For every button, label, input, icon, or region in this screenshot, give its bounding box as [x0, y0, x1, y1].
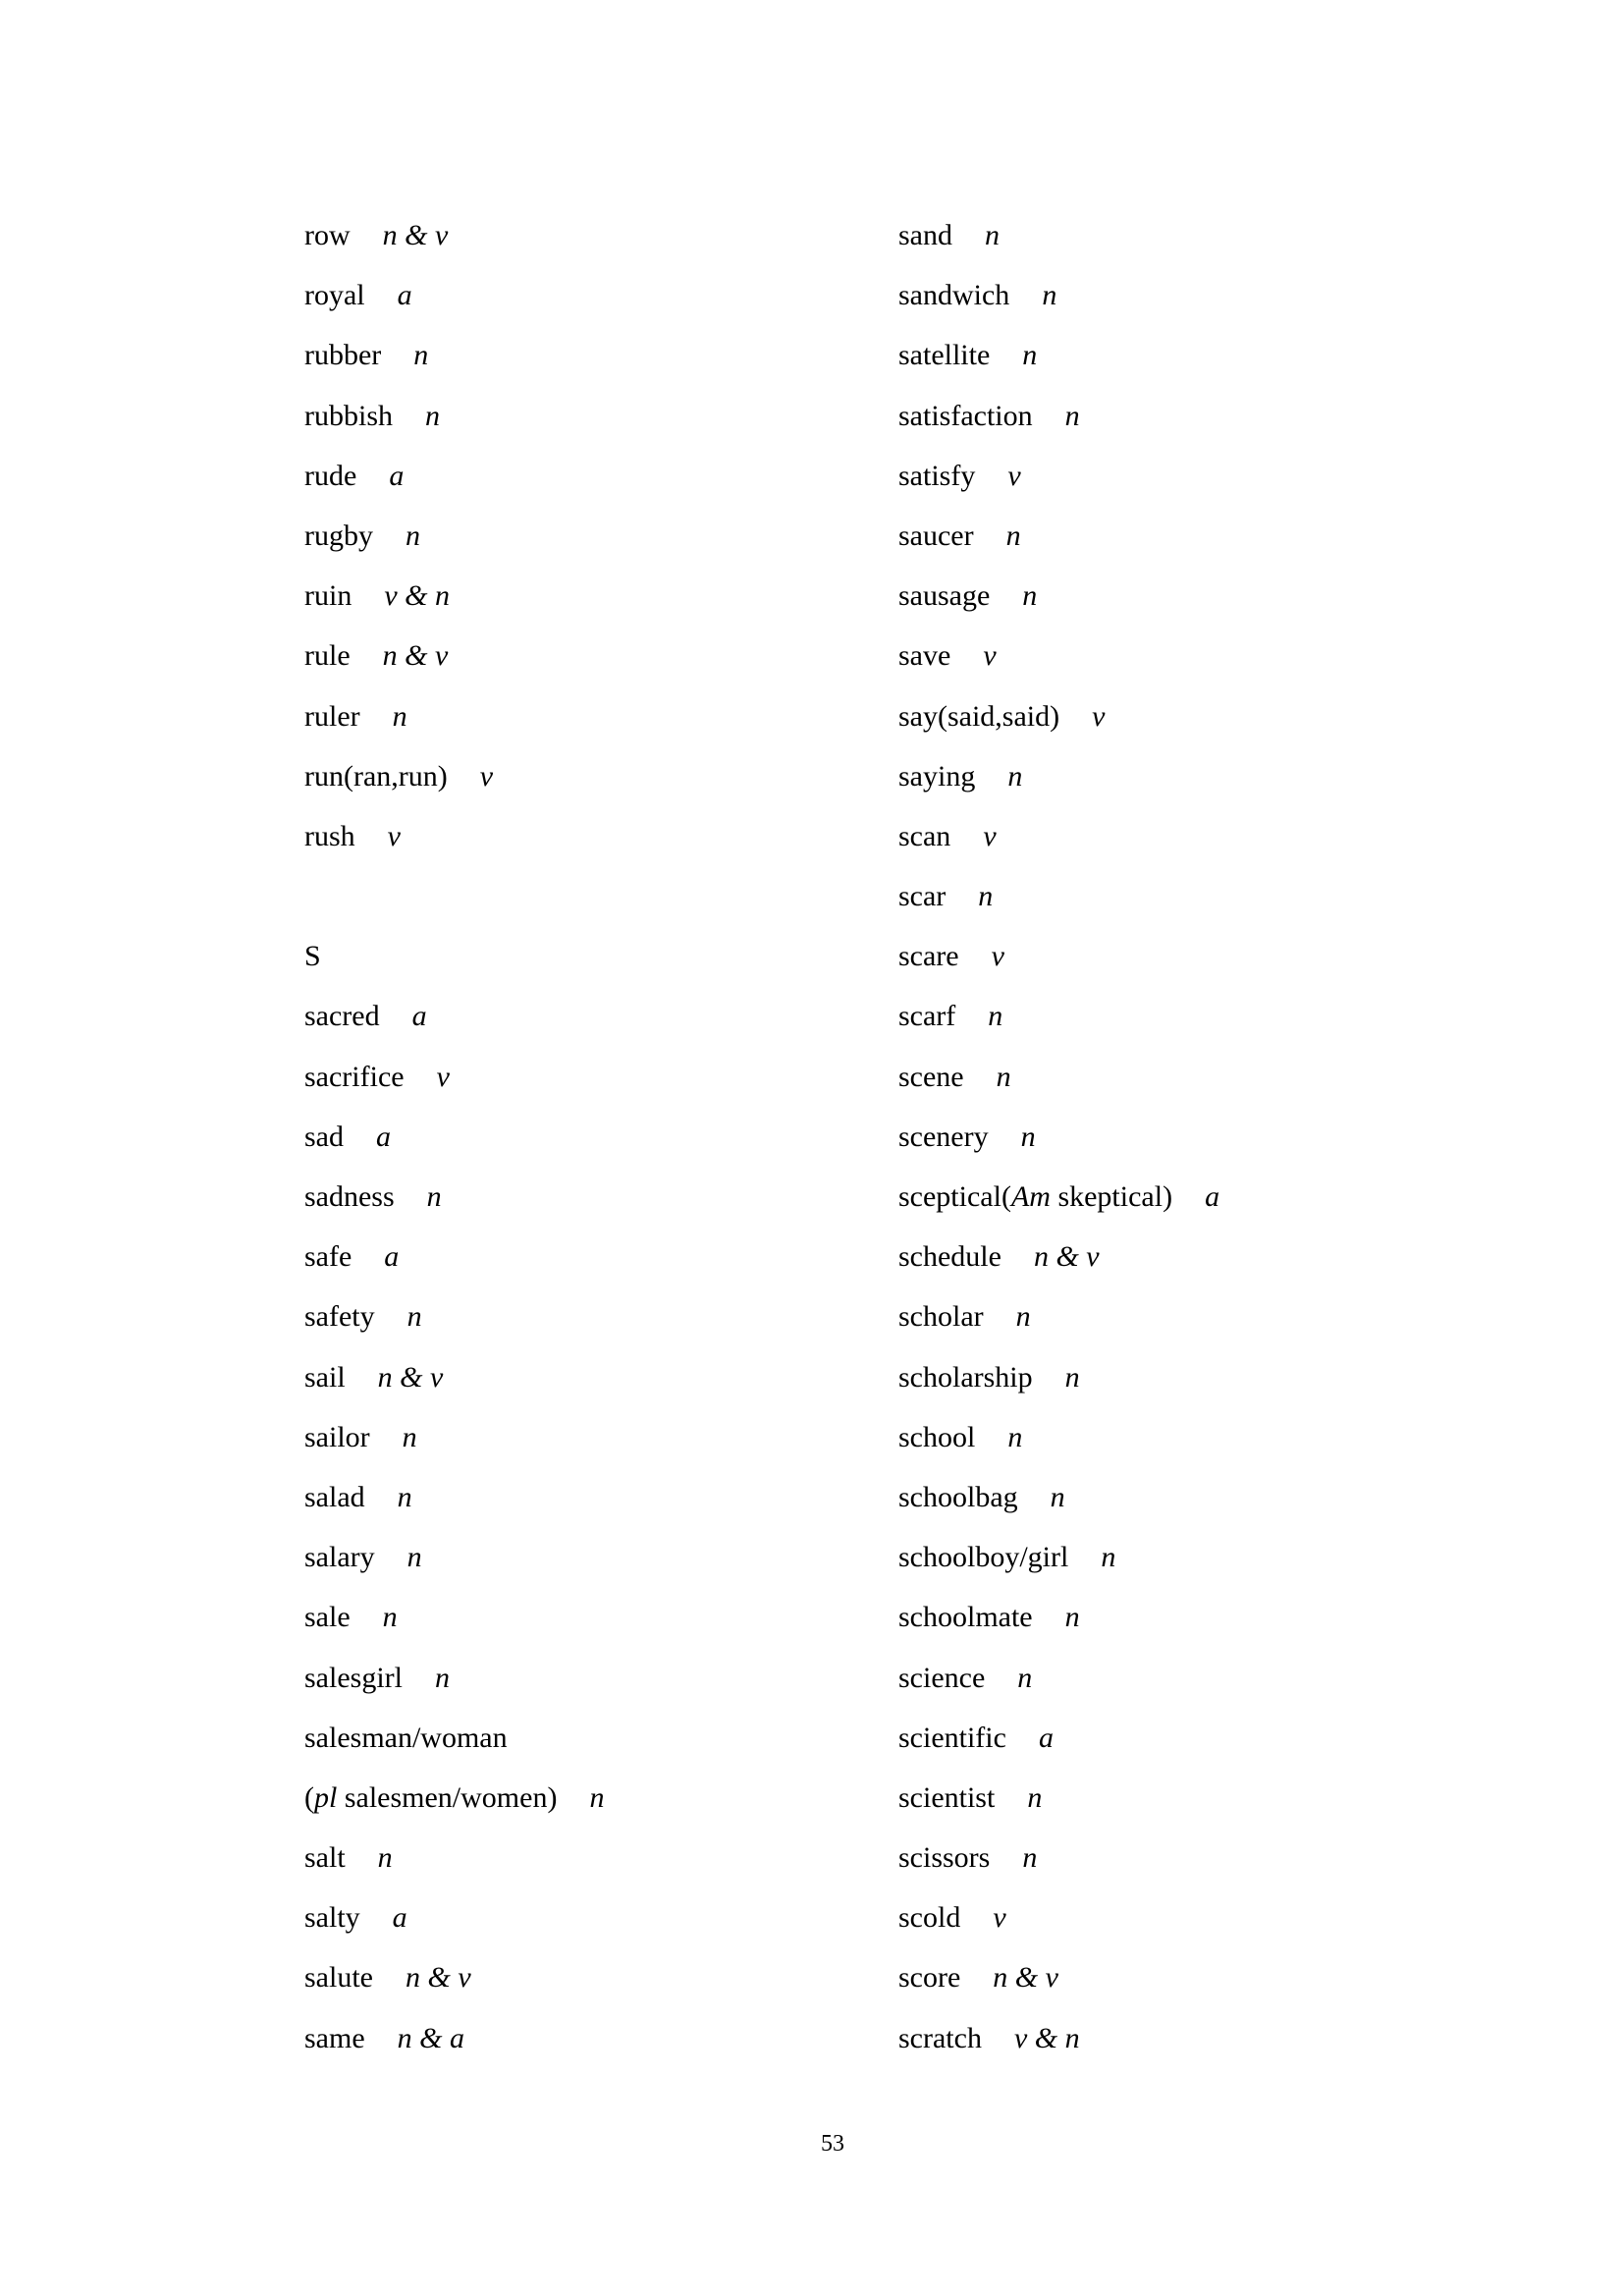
pos-tag: n	[1042, 279, 1057, 312]
word-text: rugby	[304, 519, 373, 552]
word-text: safety	[304, 1300, 375, 1334]
pos-tag: n	[392, 699, 407, 733]
word-entry	[304, 746, 604, 806]
pos-tag: n & a	[397, 2021, 464, 2054]
word-text: sand	[898, 219, 952, 251]
pos-tag: n	[985, 219, 1000, 251]
word-entry	[304, 1648, 604, 1708]
pos-tag: n & v	[1033, 1240, 1100, 1274]
word-entry	[898, 1947, 1219, 2007]
pos-tag: a	[411, 1000, 427, 1033]
pos-tag: n	[988, 1000, 1003, 1033]
word-text: scholar	[898, 1300, 984, 1334]
word-entry	[898, 1587, 1219, 1647]
word-entry	[304, 1828, 604, 1887]
word-entry	[898, 1286, 1219, 1346]
word-entry	[898, 386, 1219, 446]
pos-tag: v	[1007, 459, 1021, 492]
word-text: satellite	[898, 339, 991, 372]
word-entry	[898, 1167, 1219, 1227]
pos-tag: n & v	[377, 1360, 444, 1394]
word-text: save	[898, 639, 951, 673]
pos-tag: n & v	[405, 1961, 471, 1995]
word-entry	[898, 686, 1219, 746]
right-column	[898, 205, 1219, 2068]
pos-tag: n	[1015, 1300, 1031, 1334]
word-entry	[898, 1467, 1219, 1527]
word-text: sad	[304, 1120, 344, 1153]
word-text: scientist	[898, 1780, 996, 1814]
pos-tag: n	[397, 1480, 412, 1513]
word-text: ruin	[304, 579, 352, 613]
word-text: rude	[304, 459, 357, 492]
pos-tag: a	[392, 1901, 407, 1935]
word-entry	[898, 1047, 1219, 1107]
word-text: schoolbag	[898, 1480, 1018, 1513]
word-entry	[898, 506, 1219, 566]
word-entry	[898, 265, 1219, 325]
pos-tag: n	[1022, 579, 1038, 613]
word-text: scissors	[898, 1841, 991, 1875]
word-entry	[304, 205, 604, 265]
word-entry	[898, 806, 1219, 866]
pos-tag: n	[996, 1060, 1011, 1093]
word-text: sailor	[304, 1420, 370, 1453]
word-text: scene	[898, 1060, 964, 1093]
word-entry	[898, 1768, 1219, 1828]
pos-tag: n & v	[382, 219, 449, 251]
word-text: sail	[304, 1360, 346, 1394]
word-text: salute	[304, 1961, 373, 1995]
word-entry	[898, 746, 1219, 806]
word-entry	[304, 1227, 604, 1286]
page-number: 53	[821, 2131, 844, 2157]
word-entry	[304, 1407, 604, 1467]
pos-tag: n & v	[382, 639, 449, 673]
pos-tag: n	[377, 1841, 393, 1875]
word-text: salt	[304, 1841, 346, 1875]
blank-line	[304, 866, 604, 926]
word-text: sacrifice	[304, 1060, 405, 1093]
pos-tag: n	[1027, 1780, 1043, 1814]
word-entry	[304, 1167, 604, 1227]
word-entry	[898, 325, 1219, 385]
word-text: row	[304, 219, 351, 251]
word-text: scientific	[898, 1721, 1006, 1754]
word-text: royal	[304, 279, 365, 312]
pos-tag: n	[406, 1300, 422, 1334]
pos-tag: v	[993, 1901, 1006, 1935]
word-text: same	[304, 2021, 365, 2054]
word-text: saying	[898, 759, 976, 793]
word-entry	[304, 626, 604, 685]
word-entry	[304, 986, 604, 1046]
pos-tag: v	[387, 819, 401, 852]
word-entry	[304, 1587, 604, 1647]
word-entry	[304, 2008, 604, 2068]
pos-tag: v & n	[384, 579, 450, 613]
word-entry	[304, 1947, 604, 2007]
word-text: salesman/woman	[304, 1721, 508, 1754]
word-entry	[898, 566, 1219, 626]
pos-tag: n	[1017, 1661, 1033, 1694]
word-entry	[304, 566, 604, 626]
word-entry	[304, 806, 604, 866]
word-entry	[898, 1527, 1219, 1587]
pos-tag: n	[1101, 1541, 1116, 1574]
left-column	[304, 205, 604, 2068]
word-entry	[898, 1828, 1219, 1887]
word-entry	[898, 1107, 1219, 1167]
word-text: scar	[898, 880, 947, 913]
word-text: school	[898, 1420, 976, 1453]
pos-tag: n	[1005, 519, 1021, 552]
word-entry	[304, 506, 604, 566]
pos-tag: n	[1022, 339, 1038, 372]
pos-tag: a	[389, 459, 405, 492]
word-text: score	[898, 1961, 961, 1995]
word-text: schoolboy/girl	[898, 1541, 1069, 1574]
word-text: scholarship	[898, 1360, 1033, 1394]
pos-tag: v	[479, 759, 494, 793]
word-text: scratch	[898, 2021, 982, 2054]
word-entry	[898, 1708, 1219, 1768]
word-entry	[304, 386, 604, 446]
pos-tag: a	[1038, 1721, 1054, 1754]
pos-tag: v	[1092, 699, 1106, 733]
pos-tag: n	[402, 1420, 417, 1453]
word-text: salesgirl	[304, 1661, 403, 1694]
word-entry	[898, 446, 1219, 506]
pos-tag: n	[1007, 759, 1023, 793]
word-entry	[898, 926, 1219, 986]
word-entry	[304, 1286, 604, 1346]
word-entry	[898, 866, 1219, 926]
word-text: ruler	[304, 699, 360, 733]
pos-tag: a	[384, 1240, 400, 1274]
word-text: salty	[304, 1901, 360, 1935]
word-entry	[304, 1347, 604, 1407]
pos-tag: n	[1022, 1841, 1038, 1875]
pos-tag: v	[436, 1060, 450, 1093]
word-entry	[304, 325, 604, 385]
word-entry	[898, 1407, 1219, 1467]
pos-tag: n	[382, 1601, 398, 1634]
word-text: sausage	[898, 579, 991, 613]
pos-tag: n	[406, 1541, 422, 1574]
word-text: rubbish	[304, 399, 393, 432]
section-letter: S	[304, 940, 321, 973]
word-entry	[304, 1527, 604, 1587]
pos-tag: n	[978, 880, 994, 913]
pos-tag: n	[425, 399, 440, 432]
word-text: sale	[304, 1601, 351, 1634]
word-entry	[898, 986, 1219, 1046]
pos-tag: n	[589, 1780, 605, 1814]
word-entry	[898, 1648, 1219, 1708]
word-entry	[304, 686, 604, 746]
word-entry	[304, 1047, 604, 1107]
word-entry	[304, 1708, 604, 1768]
word-entry	[304, 1887, 604, 1947]
pos-tag: a	[397, 279, 412, 312]
word-entry	[898, 1887, 1219, 1947]
word-text: (pl salesmen/women)	[304, 1780, 558, 1814]
word-text: scarf	[898, 1000, 956, 1033]
word-text: satisfy	[898, 459, 976, 492]
section-header	[304, 926, 604, 986]
pos-tag: n	[413, 339, 429, 372]
pos-tag: n	[1064, 1601, 1080, 1634]
word-text: salary	[304, 1541, 375, 1574]
word-text: sacred	[304, 1000, 380, 1033]
word-text: schedule	[898, 1240, 1001, 1274]
word-entry	[898, 205, 1219, 265]
pos-tag: v	[983, 819, 997, 852]
word-entry	[898, 626, 1219, 685]
word-entry	[304, 446, 604, 506]
word-text: saucer	[898, 519, 974, 552]
word-entry	[304, 265, 604, 325]
word-text: rush	[304, 819, 355, 852]
word-text: rubber	[304, 339, 382, 372]
word-text: say(said,said)	[898, 699, 1060, 733]
pos-tag: n	[1020, 1120, 1036, 1153]
word-text: science	[898, 1661, 986, 1694]
pos-tag: n	[1050, 1480, 1065, 1513]
pos-tag: a	[376, 1120, 391, 1153]
word-text: sadness	[304, 1180, 395, 1213]
word-text: schoolmate	[898, 1601, 1033, 1634]
pos-tag: n & v	[993, 1961, 1058, 1995]
pos-tag: n	[1007, 1420, 1023, 1453]
word-text: scan	[898, 819, 951, 852]
word-entry	[304, 1768, 604, 1828]
pos-tag: n	[426, 1180, 442, 1213]
word-text: safe	[304, 1240, 352, 1274]
word-text: satisfaction	[898, 399, 1033, 432]
word-text: sceptical(Am skeptical)	[898, 1180, 1173, 1213]
word-entry	[898, 1347, 1219, 1407]
pos-tag: n	[406, 519, 420, 552]
word-entry	[898, 2008, 1219, 2068]
pos-tag: n	[1064, 1360, 1080, 1394]
pos-tag: v	[983, 639, 997, 673]
word-text: scenery	[898, 1120, 989, 1153]
word-entry	[898, 1227, 1219, 1286]
pos-tag: n	[434, 1661, 450, 1694]
word-text: salad	[304, 1480, 365, 1513]
pos-tag: v & n	[1013, 2021, 1080, 2054]
word-text: rule	[304, 639, 351, 673]
word-entry	[304, 1107, 604, 1167]
word-text: sandwich	[898, 279, 1010, 312]
word-text: scare	[898, 940, 959, 973]
pos-tag: v	[991, 940, 1004, 973]
pos-tag: n	[1064, 399, 1080, 432]
word-entry	[304, 1467, 604, 1527]
pos-tag: a	[1205, 1180, 1220, 1213]
word-text: scold	[898, 1901, 961, 1935]
word-text: run(ran,run)	[304, 759, 448, 793]
